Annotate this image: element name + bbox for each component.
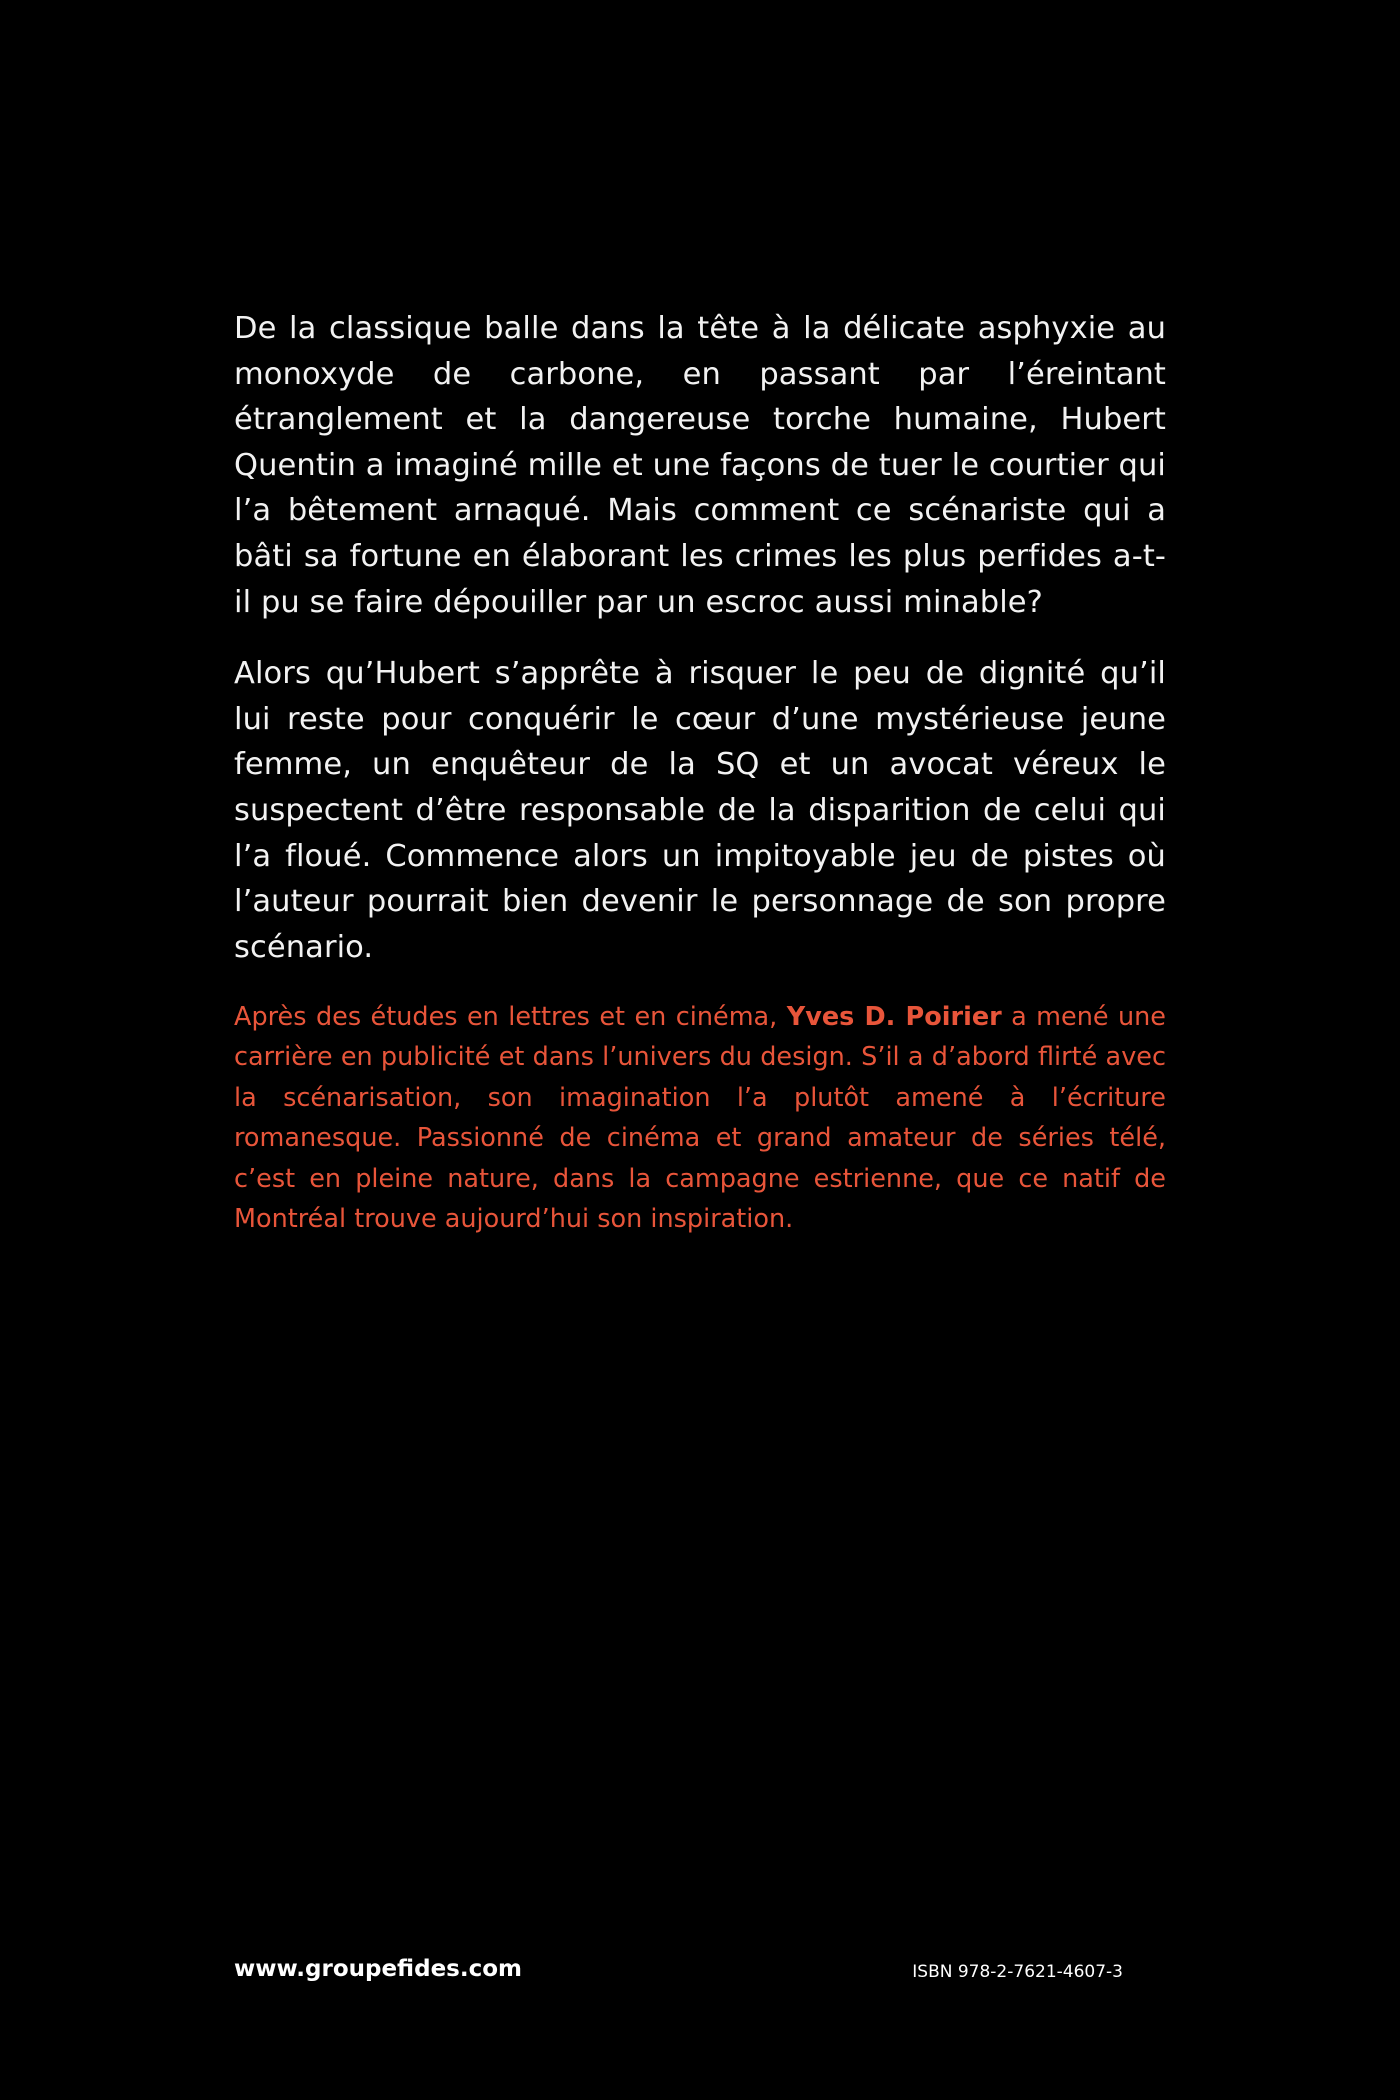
author-bio-rest: a mené une carrière en publicité et dans l’univers du design. S’il a d’abord flirté avec la scénarisation, son imagination l’a plutôt amené à l’écriture romanesque. Passionné de cinéma et grand amateur de séries télé, c’est en pleine nature, dans la campagne estrienne, que ce natif de Montréal trouve aujourd’hui son inspiration.	[234, 1002, 1166, 1235]
author-bio-lead: Après des études en lettres et en cinéma,	[234, 1002, 778, 1032]
isbn-number: ISBN 978-2-7621-4607-3	[912, 1962, 1123, 1982]
publisher-website[interactable]: www.groupefides.com	[234, 1956, 522, 1982]
book-blurb	[234, 306, 1166, 996]
blurb-paragraph-1: De la classique balle dans la tête à la délicate asphyxie au monoxyde de carbone, en passant par l’éreintant étranglement et la dangereuse torche humaine, Hubert Quentin a imaginé mille et une façons de tuer le courtier qui l’a bêtement arnaqué. Mais comment ce scénariste qui a bâti sa fortune en élaborant les crimes les plus perfides a-t-il pu se faire dépouiller par un escroc aussi minable?	[234, 311, 1166, 620]
author-bio	[234, 997, 1166, 1239]
author-name: Yves D. Poirier	[786, 1002, 1002, 1032]
blurb-paragraph-2: Alors qu’Hubert s’apprête à risquer le peu de dignité qu’il lui reste pour conquérir le cœur d’une mystérieuse jeune femme, un enquêteur de la SQ et un avocat véreux le suspectent d’être responsable de la disparition de celui qui l’a floué. Commence alors un impitoyable jeu de pistes où l’auteur pourrait bien devenir le personnage de son propre scénario.	[234, 656, 1166, 965]
